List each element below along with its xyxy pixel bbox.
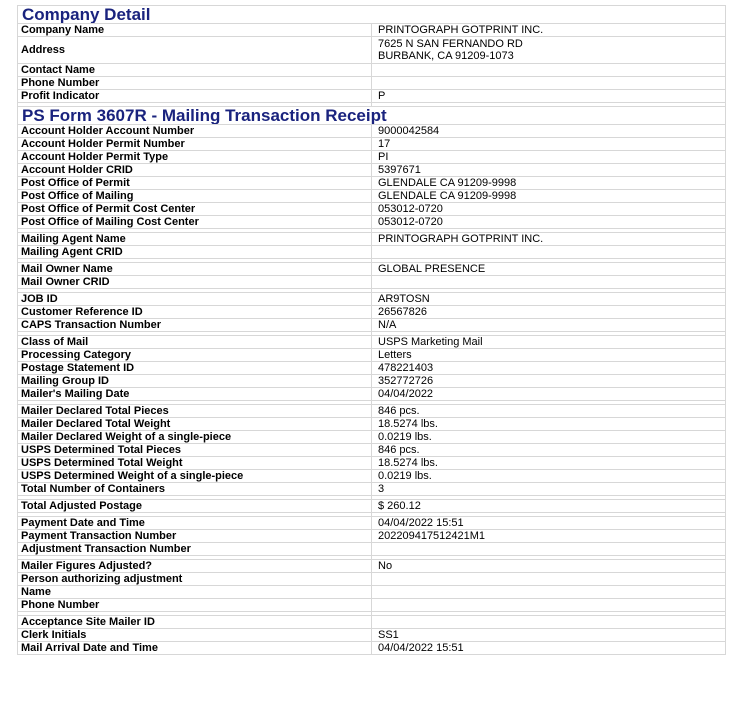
field-value [372, 64, 726, 77]
field-value: PRINTOGRAPH GOTPRINT INC. [372, 24, 726, 37]
field-value: Letters [372, 349, 726, 362]
field-label: Payment Date and Time [18, 517, 372, 530]
table-row [18, 573, 726, 586]
address-line-2: BURBANK, CA 91209-1073 [378, 50, 514, 62]
field-label: Adjustment Transaction Number [18, 543, 372, 556]
table-row [18, 177, 726, 190]
field-label: JOB ID [18, 293, 372, 306]
field-value [372, 616, 726, 629]
field-label: Payment Transaction Number [18, 530, 372, 543]
field-value [372, 599, 726, 612]
field-label: Mailer Declared Weight of a single-piece [18, 431, 372, 444]
table-row [18, 375, 726, 388]
field-value: No [372, 560, 726, 573]
field-label: Post Office of Mailing Cost Center [18, 216, 372, 229]
receipt-title-row [18, 107, 726, 125]
table-row [18, 405, 726, 418]
field-label: Post Office of Permit [18, 177, 372, 190]
field-label: Mailing Group ID [18, 375, 372, 388]
field-value: 5397671 [372, 164, 726, 177]
field-label: Total Adjusted Postage [18, 500, 372, 513]
field-label: USPS Determined Total Weight [18, 457, 372, 470]
field-value: 04/04/2022 15:51 [372, 642, 726, 655]
table-row [18, 319, 726, 332]
field-label: Class of Mail [18, 336, 372, 349]
table-row [18, 457, 726, 470]
field-label: Account Holder Account Number [18, 125, 372, 138]
field-value: 0.0219 lbs. [372, 431, 726, 444]
table-row [18, 203, 726, 216]
field-label: Phone Number [18, 599, 372, 612]
table-row [18, 500, 726, 513]
table-row [18, 431, 726, 444]
field-label: Phone Number [18, 77, 372, 90]
field-label: Postage Statement ID [18, 362, 372, 375]
field-value: 17 [372, 138, 726, 151]
field-label: Name [18, 586, 372, 599]
field-value: 04/04/2022 15:51 [372, 517, 726, 530]
table-row [18, 616, 726, 629]
field-label: Account Holder Permit Type [18, 151, 372, 164]
table-row [18, 77, 726, 90]
field-value: 04/04/2022 [372, 388, 726, 401]
field-value: 26567826 [372, 306, 726, 319]
field-label: USPS Determined Weight of a single-piece [18, 470, 372, 483]
field-label: Mailing Agent CRID [18, 246, 372, 259]
field-value [372, 586, 726, 599]
field-label: Post Office of Mailing [18, 190, 372, 203]
field-label: Address [18, 37, 372, 64]
field-label: Clerk Initials [18, 629, 372, 642]
table-row [18, 246, 726, 259]
field-value: AR9TOSN [372, 293, 726, 306]
table-row [18, 560, 726, 573]
table-row [18, 629, 726, 642]
field-value: PI [372, 151, 726, 164]
field-value [372, 573, 726, 586]
field-value: 352772726 [372, 375, 726, 388]
table-row [18, 470, 726, 483]
table-row [18, 336, 726, 349]
company-detail-title-row [18, 6, 726, 24]
field-label: Mailer Figures Adjusted? [18, 560, 372, 573]
field-value: GLENDALE CA 91209-9998 [372, 177, 726, 190]
table-row [18, 190, 726, 203]
table-row [18, 517, 726, 530]
field-label: Processing Category [18, 349, 372, 362]
receipt-table [17, 5, 726, 655]
field-value [372, 37, 726, 64]
table-row [18, 586, 726, 599]
table-row [18, 164, 726, 177]
field-value: PRINTOGRAPH GOTPRINT INC. [372, 233, 726, 246]
field-label: Acceptance Site Mailer ID [18, 616, 372, 629]
table-row [18, 388, 726, 401]
table-row [18, 151, 726, 164]
field-label: Company Name [18, 24, 372, 37]
table-row [18, 642, 726, 655]
field-label: Mail Owner CRID [18, 276, 372, 289]
table-row [18, 37, 726, 64]
field-label: Account Holder Permit Number [18, 138, 372, 151]
field-value: GLOBAL PRESENCE [372, 263, 726, 276]
table-row [18, 483, 726, 496]
field-value: 478221403 [372, 362, 726, 375]
field-value: SS1 [372, 629, 726, 642]
field-label: Account Holder CRID [18, 164, 372, 177]
field-value: N/A [372, 319, 726, 332]
table-row [18, 233, 726, 246]
address-line-1: 7625 N SAN FERNANDO RD [378, 38, 523, 50]
field-label: Total Number of Containers [18, 483, 372, 496]
field-value: 053012-0720 [372, 203, 726, 216]
field-label: Mailing Agent Name [18, 233, 372, 246]
table-row [18, 530, 726, 543]
receipt-title: PS Form 3607R - Mailing Transaction Receipt [18, 107, 726, 125]
table-row [18, 306, 726, 319]
table-row [18, 276, 726, 289]
field-label: Person authorizing adjustment [18, 573, 372, 586]
company-detail-title: Company Detail [18, 6, 726, 24]
table-row [18, 263, 726, 276]
field-value [372, 276, 726, 289]
table-row [18, 90, 726, 103]
field-value [372, 543, 726, 556]
field-value: 18.5274 lbs. [372, 457, 726, 470]
field-value: $ 260.12 [372, 500, 726, 513]
table-row [18, 125, 726, 138]
field-value: 0.0219 lbs. [372, 470, 726, 483]
field-label: Post Office of Permit Cost Center [18, 203, 372, 216]
field-value: 3 [372, 483, 726, 496]
field-label: Mail Arrival Date and Time [18, 642, 372, 655]
field-value: P [372, 90, 726, 103]
field-value: GLENDALE CA 91209-9998 [372, 190, 726, 203]
table-row [18, 216, 726, 229]
field-label: Contact Name [18, 64, 372, 77]
table-row [18, 24, 726, 37]
field-value: 9000042584 [372, 125, 726, 138]
field-label: Mailer Declared Total Weight [18, 418, 372, 431]
field-value [372, 77, 726, 90]
table-row [18, 418, 726, 431]
field-label: Mail Owner Name [18, 263, 372, 276]
field-value [372, 246, 726, 259]
table-row [18, 599, 726, 612]
field-label: Mailer Declared Total Pieces [18, 405, 372, 418]
field-label: Profit Indicator [18, 90, 372, 103]
field-value: 846 pcs. [372, 444, 726, 457]
field-value: USPS Marketing Mail [372, 336, 726, 349]
field-value: 846 pcs. [372, 405, 726, 418]
table-row [18, 444, 726, 457]
field-label: CAPS Transaction Number [18, 319, 372, 332]
field-label: Mailer's Mailing Date [18, 388, 372, 401]
table-row [18, 138, 726, 151]
table-row [18, 543, 726, 556]
field-label: Customer Reference ID [18, 306, 372, 319]
field-value: 18.5274 lbs. [372, 418, 726, 431]
table-row [18, 349, 726, 362]
table-row [18, 293, 726, 306]
field-value: 053012-0720 [372, 216, 726, 229]
table-row [18, 64, 726, 77]
field-label: USPS Determined Total Pieces [18, 444, 372, 457]
field-value: 202209417512421M1 [372, 530, 726, 543]
table-row [18, 362, 726, 375]
